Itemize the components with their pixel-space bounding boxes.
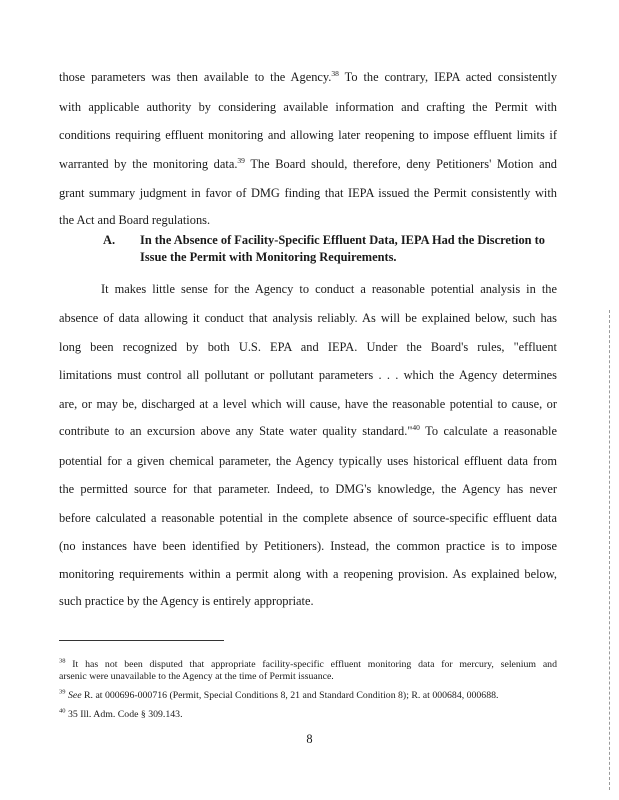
- footnote-38-line-2: arsenic were unavailable to the Agency at the time of Permit issuance.: [59, 671, 334, 682]
- paragraph-2-line-12: such practice by the Agency is entirely appropriate.: [59, 594, 314, 608]
- paragraph-2-line-2: absence of data allowing it conduct that analysis reliably. As will be explained below, such has: [59, 311, 557, 325]
- page-number: 8: [306, 732, 313, 746]
- section-heading-line-2: Issue the Permit with Monitoring Requirements.: [140, 250, 397, 264]
- paragraph-2-line-4: limitations must control all pollutant or pollutant parameters . . . which the Agency determines: [59, 368, 557, 382]
- paragraph-1-line-3: conditions requiring effluent monitoring and allowing later reopening to impose effluent limits if: [59, 128, 557, 142]
- paragraph-2-line-1: It makes little sense for the Agency to conduct a reasonable potential analysis in the: [101, 282, 557, 296]
- section-heading-line-1: In the Absence of Facility-Specific Effluent Data, IEPA Had the Discretion to: [140, 233, 545, 247]
- paragraph-2-line-5: are, or may be, discharged at a level which will cause, have the reasonable potential to cause, or: [59, 397, 557, 411]
- paragraph-2-line-10: (no instances have been identified by Petitioners). Instead, the common practice is to impose: [59, 539, 557, 553]
- footnote-38-line-1: $^{38}$ It has not been disputed that appropriate facility-specific effluent monitoring data for mercury, selenium and: [59, 657, 557, 670]
- footnote-ref-39: 39: [237, 155, 245, 165]
- paragraph-1-line-2: with applicable authority by considering available information and crafting the Permit with: [59, 100, 557, 114]
- paragraph-1-line-1: those parameters was then available to the Agency.$^{38}$ To the contrary, IEPA acted consistently: [59, 68, 558, 84]
- footnote-separator: [59, 640, 224, 641]
- paragraph-1-line-4: warranted by the monitoring data.$^{39}$ The Board should, therefore, deny Petitioners' Motion and: [59, 155, 557, 171]
- paragraph-2-line-6: contribute to an excursion above any State water quality standard."$^{40}$ To calculate a reasonable: [59, 422, 557, 438]
- paragraph-2-line-9: before calculated a reasonable potential in the complete absence of source-specific effluent data: [59, 511, 557, 525]
- paragraph-2-line-8: the permitted source for that parameter. Indeed, to DMG's knowledge, the Agency has never: [59, 482, 557, 496]
- scan-edge-mark: [609, 310, 610, 790]
- paragraph-2-line-7: potential for a given chemical parameter, the Agency typically uses historical effluent data from: [59, 454, 557, 468]
- section-label: A.: [103, 233, 116, 247]
- footnote-ref-40: 40: [412, 422, 420, 432]
- footnote-39: $^{39}$ See R. at 000696-000716 (Permit, Special Conditions 8, 21 and Standard Condition 8); R. at 000684, 000688.: [59, 688, 499, 701]
- footnote-ref-38: 38: [331, 68, 339, 78]
- paragraph-1-line-5: grant summary judgment in favor of DMG finding that IEPA issued the Permit consistently with: [59, 186, 557, 200]
- footnote-40: $^{40}$ 35 Ill. Adm. Code § 309.143.: [59, 707, 183, 720]
- paragraph-2-line-11: monitoring requirements within a permit along with a reopening provision. As explained below,: [59, 567, 557, 581]
- paragraph-1-line-6: the Act and Board regulations.: [59, 213, 211, 227]
- paragraph-2-line-3: long been recognized by both U.S. EPA and IEPA. Under the Board's rules, "effluent: [59, 340, 557, 354]
